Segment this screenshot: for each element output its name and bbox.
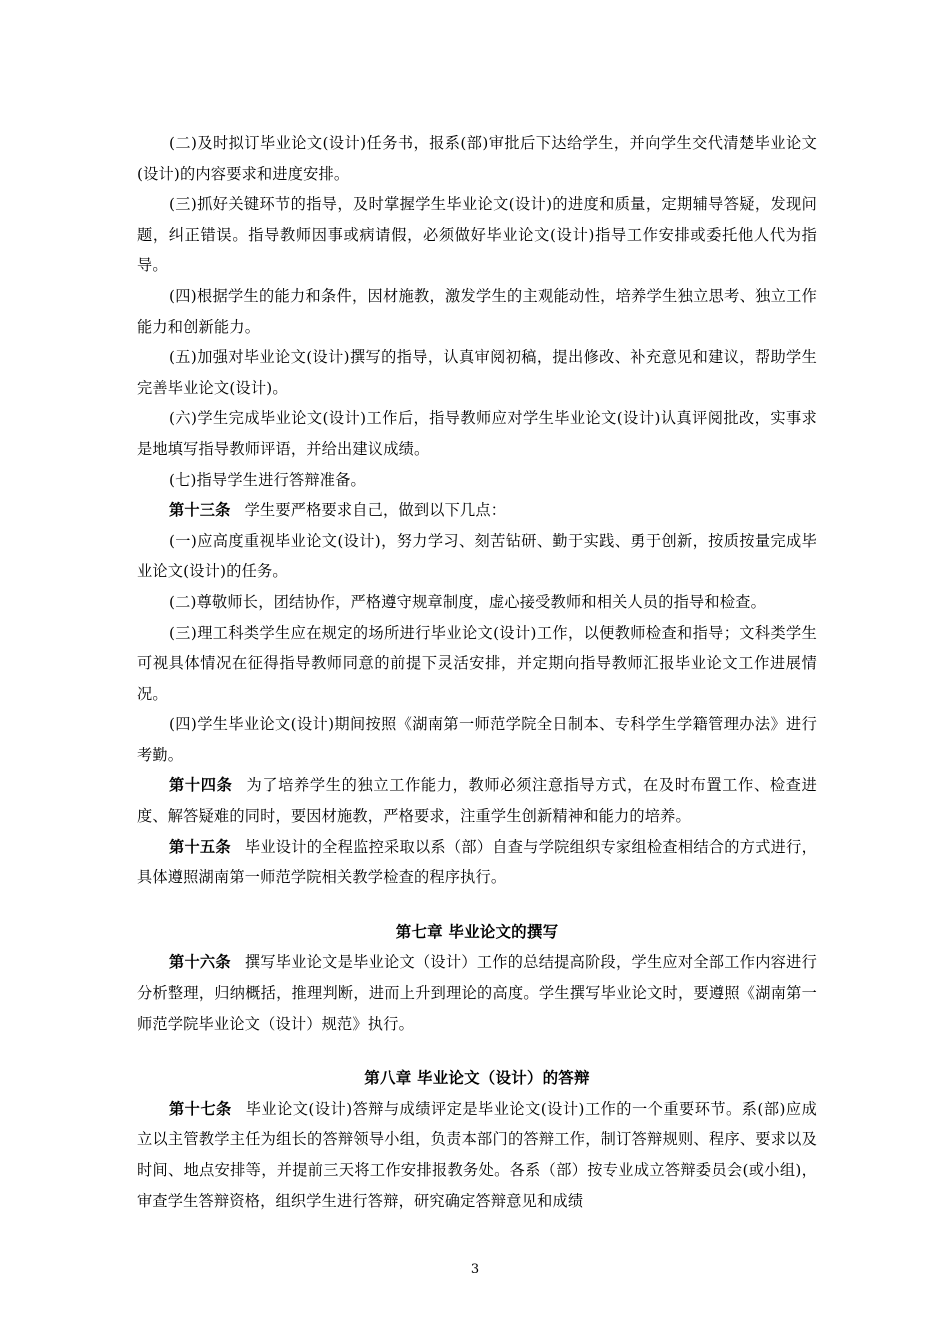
- article-16-text: 撰写毕业论文是毕业论文（设计）工作的总结提高阶段，学生应对全部工作内容进行分析整理，归纳概括，推理判断，进而上升到理论的高度。学生撰写毕业论文时，要遵照《湖南第一师范学院毕业论文（设计）规范》执行。: [137, 953, 817, 1033]
- paragraph-item-5: (五)加强对毕业论文(设计)撰写的指导，认真审阅初稿，提出修改、补充意见和建议，帮助学生完善毕业论文(设计)。: [137, 348, 817, 397]
- article-13: [137, 495, 817, 526]
- article-14-text: 为了培养学生的独立工作能力，教师必须注意指导方式，在及时布置工作、检查进度、解答疑难的同时，要因材施教，严格要求，注重学生创新精神和能力的培养。: [137, 776, 817, 826]
- chapter-8-heading: 第八章 毕业论文（设计）的答辩: [364, 1069, 590, 1088]
- article-15: [137, 832, 817, 893]
- paragraph-item-2: (二)及时拟订毕业论文(设计)任务书，报系(部)审批后下达给学生，并向学生交代清楚毕业论文(设计)的内容要求和进度安排。: [137, 134, 817, 183]
- article-13-item-3: (三)理工科类学生应在规定的场所进行毕业论文(设计)工作，以便教师检查和指导；文科类学生可视具体情况在征得指导教师同意的前提下灵活安排，并定期向指导教师汇报毕业论文工作进展情况。: [137, 623, 817, 703]
- article-17-label: 第十七条: [169, 1099, 232, 1118]
- article-15-text: 毕业设计的全程监控采取以系（部）自查与学院组织专家组检查相结合的方式进行，具体遵照湖南第一师范学院相关教学检查的程序执行。: [137, 837, 817, 887]
- article-13-label: 第十三条: [169, 501, 231, 520]
- article-13-item-2: (二)尊敬师长，团结协作，严格遵守规章制度，虚心接受教师和相关人员的指导和检查。: [169, 592, 766, 611]
- paragraph-item-7: (七)指导学生进行答辩准备。: [169, 470, 366, 489]
- article-13-item-1: (一)应高度重视毕业论文(设计)，努力学习、刻苦钻研、勤于实践、勇于创新，按质按量完成毕业论文(设计)的任务。: [137, 531, 817, 581]
- page-body: [137, 128, 817, 1216]
- article-16-label: 第十六条: [169, 953, 231, 972]
- paragraph-item-3: (三)抓好关键环节的指导，及时掌握学生毕业论文(设计)的进度和质量，定期辅导答疑，发现问题，纠正错误。指导教师因事或病请假，必须做好毕业论文(设计)指导工作安排或委托他人代为指导。: [137, 195, 817, 275]
- article-14: [137, 770, 817, 831]
- article-16: [137, 947, 817, 1039]
- article-13-item-4: (四)学生毕业论文(设计)期间按照《湖南第一师范学院全日制本、专科学生学籍管理办法》进行考勤。: [137, 715, 817, 764]
- article-17-text: 毕业论文(设计)答辩与成绩评定是毕业论文(设计)工作的一个重要环节。系(部)应成立以主管教学主任为组长的答辩领导小组，负责本部门的答辩工作，制订答辩规则、程序、要求以及时间、地点安排等，并提前三天将工作安排报教务处。各系（部）按专业成立答辩委员会(或小组)，审查学生答辩资格，组织学生进行答辩，研究确定答辩意见和成绩: [137, 1099, 817, 1210]
- paragraph-item-4: (四)根据学生的能力和条件，因材施教，激发学生的主观能动性，培养学生独立思考、独立工作能力和创新能力。: [137, 286, 817, 336]
- article-14-label: 第十四条: [169, 776, 233, 795]
- article-15-label: 第十五条: [169, 837, 231, 856]
- page-number: 3: [470, 1262, 480, 1277]
- chapter-7-heading: 第七章 毕业论文的撰写: [395, 922, 559, 941]
- article-17: [137, 1094, 817, 1216]
- article-13-text: 学生要严格要求自己，做到以下几点：: [244, 501, 507, 520]
- paragraph-item-6: (六)学生完成毕业论文(设计)工作后，指导教师应对学生毕业论文(设计)认真评阅批改，实事求是地填写指导教师评语，并给出建议成绩。: [137, 409, 817, 458]
